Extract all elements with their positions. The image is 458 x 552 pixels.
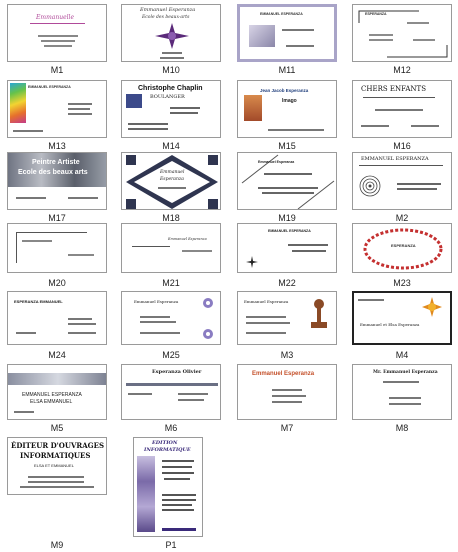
card-m10-face[interactable]	[121, 4, 221, 62]
card-m6-text-line	[178, 399, 204, 401]
card-m6-label: M6	[164, 423, 178, 433]
card-p1-subtitle: INFORMATIQUE	[144, 447, 191, 453]
card-m8-label: M8	[395, 423, 409, 433]
card-m11-face[interactable]	[237, 4, 337, 62]
card-m25-text-line	[140, 321, 176, 323]
card-m13-rainbow-image	[10, 83, 26, 123]
card-m18-label: M18	[162, 213, 180, 223]
card-m10-label: M10	[162, 65, 180, 75]
card-m18-surname: Esperanza	[160, 177, 184, 182]
card-m7-face[interactable]	[237, 364, 337, 420]
card-m19-label: M19	[278, 213, 296, 223]
card-m9-subtitle: INFORMATIQUES	[20, 451, 91, 460]
card-m4-face[interactable]	[352, 291, 452, 345]
card-m13-name: EMMANUEL ESPERANZA	[28, 85, 71, 89]
card-p1-text-line	[162, 504, 192, 506]
card-m13-text-line	[13, 130, 43, 132]
card-m22-label: M22	[278, 278, 296, 288]
card-m24-text-line	[68, 332, 96, 334]
card-m16-text-line	[411, 125, 439, 127]
card-m7-text-line	[272, 389, 302, 391]
card-m2-label: M2	[395, 213, 409, 223]
card-m9-text-line	[28, 481, 84, 483]
card-m13-face[interactable]	[7, 80, 107, 138]
card-m21-name: Emmanuel Esperanza	[168, 237, 207, 241]
card-m1-face[interactable]	[7, 4, 107, 62]
card-m18-face[interactable]	[121, 152, 221, 210]
card-m22-face[interactable]	[237, 223, 337, 273]
card-m10-text-line	[162, 52, 182, 54]
card-m3-text-line	[246, 322, 290, 324]
card-m3-face[interactable]	[237, 291, 337, 345]
card-m11-name: EMMANUEL ESPERANZA	[260, 12, 303, 16]
card-m1-rule	[30, 23, 85, 24]
card-m2-face[interactable]	[352, 152, 452, 210]
card-m14-photo	[126, 94, 142, 108]
card-m9-face[interactable]	[7, 437, 107, 495]
card-m20-label: M20	[48, 278, 66, 288]
card-m17-name: Peintre Artiste	[32, 159, 80, 166]
card-p1-text-line	[162, 466, 192, 468]
card-m9-names: ELSA ET EMMANUEL	[34, 463, 74, 468]
card-m25-face[interactable]	[121, 291, 221, 345]
purple-circle-icon	[202, 297, 214, 309]
purple-circle-icon	[202, 328, 214, 340]
card-m8-text-line	[389, 403, 421, 405]
card-m16-name: CHERS ENFANTS	[361, 85, 426, 93]
card-m6-text-line	[128, 393, 152, 395]
card-m14-face[interactable]	[121, 80, 221, 138]
card-m4-name: Emmanuel et Elsa Esperanza	[360, 322, 420, 327]
card-m19-text-line	[264, 173, 312, 175]
card-m15-photo	[244, 95, 262, 121]
card-m20-frame	[16, 232, 87, 263]
corner-frame-icon	[357, 9, 449, 59]
card-m1-text-line	[38, 35, 78, 37]
card-m14-text-line	[128, 128, 168, 130]
card-m19-text-line	[258, 187, 318, 189]
card-m21-text-line	[182, 250, 212, 252]
card-m21-face[interactable]	[121, 223, 221, 273]
card-m25-text-line	[140, 332, 180, 334]
card-m6-face[interactable]	[121, 364, 221, 420]
card-m16-text-line	[361, 125, 389, 127]
card-p1-text-line	[162, 460, 194, 462]
card-m16-face[interactable]	[352, 80, 452, 138]
card-m16-text-line	[375, 109, 423, 111]
card-m4-label: M4	[395, 350, 409, 360]
card-m1-label: M1	[50, 65, 64, 75]
card-m24-face[interactable]	[7, 291, 107, 345]
card-m18-text-line	[158, 187, 186, 189]
red-ring-icon	[353, 224, 452, 273]
card-m22-text-line	[292, 250, 326, 252]
card-m6-name: Esperanza Olivier	[152, 369, 202, 375]
card-m16-label: M16	[393, 141, 411, 151]
card-m1-name: Emmanuelle	[36, 14, 75, 21]
card-m5-face[interactable]	[7, 364, 107, 420]
card-m11-text-line	[282, 29, 314, 31]
card-m23-face[interactable]	[352, 223, 452, 273]
card-m11-label: M11	[278, 65, 296, 75]
card-m10-name: Emmanuel Esperanza	[140, 7, 196, 13]
card-m24-text-line	[68, 323, 96, 325]
card-m15-name: Jean Jacob Esperanza	[260, 88, 309, 93]
card-m16-text-line	[363, 97, 435, 98]
card-m2-rule	[359, 165, 443, 166]
card-m24-label: M24	[48, 350, 66, 360]
card-m14-text-line	[170, 107, 200, 109]
card-m15-label: M15	[278, 141, 296, 151]
card-m17-face[interactable]	[7, 152, 107, 210]
card-p1-face[interactable]	[133, 437, 203, 537]
card-m8-face[interactable]	[352, 364, 452, 420]
card-p1-artwork	[137, 456, 155, 532]
card-m24-name: ESPERANZA EMMANUEL	[14, 299, 63, 304]
card-m11-photo	[249, 25, 275, 47]
card-m13-text-line	[68, 108, 90, 110]
card-m11-text-line	[286, 45, 314, 47]
spiral-icon	[359, 175, 381, 197]
card-p1-text-line	[164, 478, 190, 480]
card-m13-text-line	[68, 113, 92, 115]
card-m2-text-line	[397, 188, 437, 190]
card-p1-title: EDITION	[152, 440, 178, 446]
card-m5-second-name: ELSA EMMANUEL	[30, 399, 73, 405]
card-m21-label: M21	[162, 278, 180, 288]
card-m17-label: M17	[48, 213, 66, 223]
card-m8-text-line	[383, 381, 419, 383]
card-m6-text-line	[178, 393, 208, 395]
card-p1-label: P1	[165, 540, 177, 550]
card-p1-text-line	[162, 509, 194, 511]
card-m13-label: M13	[48, 141, 66, 151]
card-m9-title: ÉDITEUR D'OUVRAGES	[11, 441, 105, 450]
card-m25-text-line	[140, 316, 170, 318]
card-m6-rule	[126, 383, 218, 386]
card-m12-name: ESPERANZA	[365, 12, 387, 16]
card-m1-text-line	[44, 45, 72, 47]
card-m14-text-line	[128, 123, 168, 125]
card-m10-text-line	[160, 57, 184, 59]
card-m19-face[interactable]	[237, 152, 337, 210]
card-m15-text-line	[268, 129, 324, 131]
card-m24-text-line	[16, 332, 36, 334]
card-m5-text-line	[14, 411, 34, 413]
card-m25-label: M25	[162, 350, 180, 360]
card-m12-face[interactable]	[352, 4, 452, 62]
card-m17-text-line	[68, 197, 98, 199]
sparkle-icon	[246, 256, 258, 268]
card-m10-subtitle: Ecole des beaux-arts	[142, 15, 190, 20]
card-m19-text-line	[262, 192, 314, 194]
card-m24-text-line	[68, 318, 92, 320]
card-m25-name: Emmanuel Esperanza	[134, 299, 179, 304]
card-m17-text-line	[16, 197, 46, 199]
card-p1-text-line	[162, 494, 196, 496]
card-m17-subtitle: Ecole des beaux arts	[18, 169, 88, 176]
card-m2-text-line	[397, 183, 441, 185]
card-m7-text-line	[272, 401, 302, 403]
card-m1-text-line	[41, 40, 75, 42]
card-m14-text-line	[170, 112, 198, 114]
card-m5-label: M5	[50, 423, 64, 433]
card-p1-text-line	[162, 528, 196, 531]
card-m7-text-line	[272, 395, 306, 397]
card-m5-name: EMMANUEL ESPERANZA	[22, 392, 82, 398]
card-m9-text-line	[28, 476, 84, 478]
card-m8-name: Mr. Emmanuel Esperanza	[373, 370, 438, 375]
card-m14-label: M14	[162, 141, 180, 151]
card-m9-label: M9	[50, 540, 64, 550]
card-p1-text-line	[162, 499, 196, 501]
sun-icon	[422, 297, 442, 317]
card-p1-text-line	[162, 472, 194, 474]
card-m7-name: Emmanuel Esperanza	[252, 371, 315, 377]
card-m20-face[interactable]	[7, 223, 107, 273]
card-m22-text-line	[288, 244, 328, 246]
card-m20-text-line	[22, 240, 52, 242]
card-m22-name: EMMANUEL ESPERANZA	[268, 229, 311, 233]
card-m9-text-line	[20, 486, 94, 488]
stamp-icon	[310, 298, 328, 332]
card-m13-text-line	[68, 103, 92, 105]
card-m12-label: M12	[393, 65, 411, 75]
card-m15-title: Imago	[282, 98, 297, 104]
card-m3-name: Emmanuel Esperanza	[244, 299, 289, 304]
card-m2-name: EMMANUEL ESPERANZA	[361, 156, 429, 162]
card-m8-text-line	[389, 397, 421, 399]
card-m19-name: Emmanuel Esperanza	[258, 160, 295, 164]
purple-star-icon	[155, 23, 189, 49]
card-m14-name: Christophe Chaplin	[138, 85, 203, 92]
card-m21-rule	[132, 246, 170, 247]
card-m18-name: Emmanuel	[160, 170, 185, 175]
card-m5-gradient-banner	[8, 373, 107, 385]
card-m3-text-line	[246, 316, 286, 318]
card-m20-text-line	[68, 254, 94, 256]
card-m23-name: ESPERANZA	[391, 243, 416, 248]
card-m4-text-line	[358, 299, 384, 301]
card-m3-text-line	[246, 332, 286, 334]
card-m7-label: M7	[280, 423, 294, 433]
card-m23-label: M23	[393, 278, 411, 288]
card-m14-profession: BOULANGER	[150, 94, 185, 100]
card-m3-label: M3	[280, 350, 294, 360]
card-m15-face[interactable]	[237, 80, 337, 138]
